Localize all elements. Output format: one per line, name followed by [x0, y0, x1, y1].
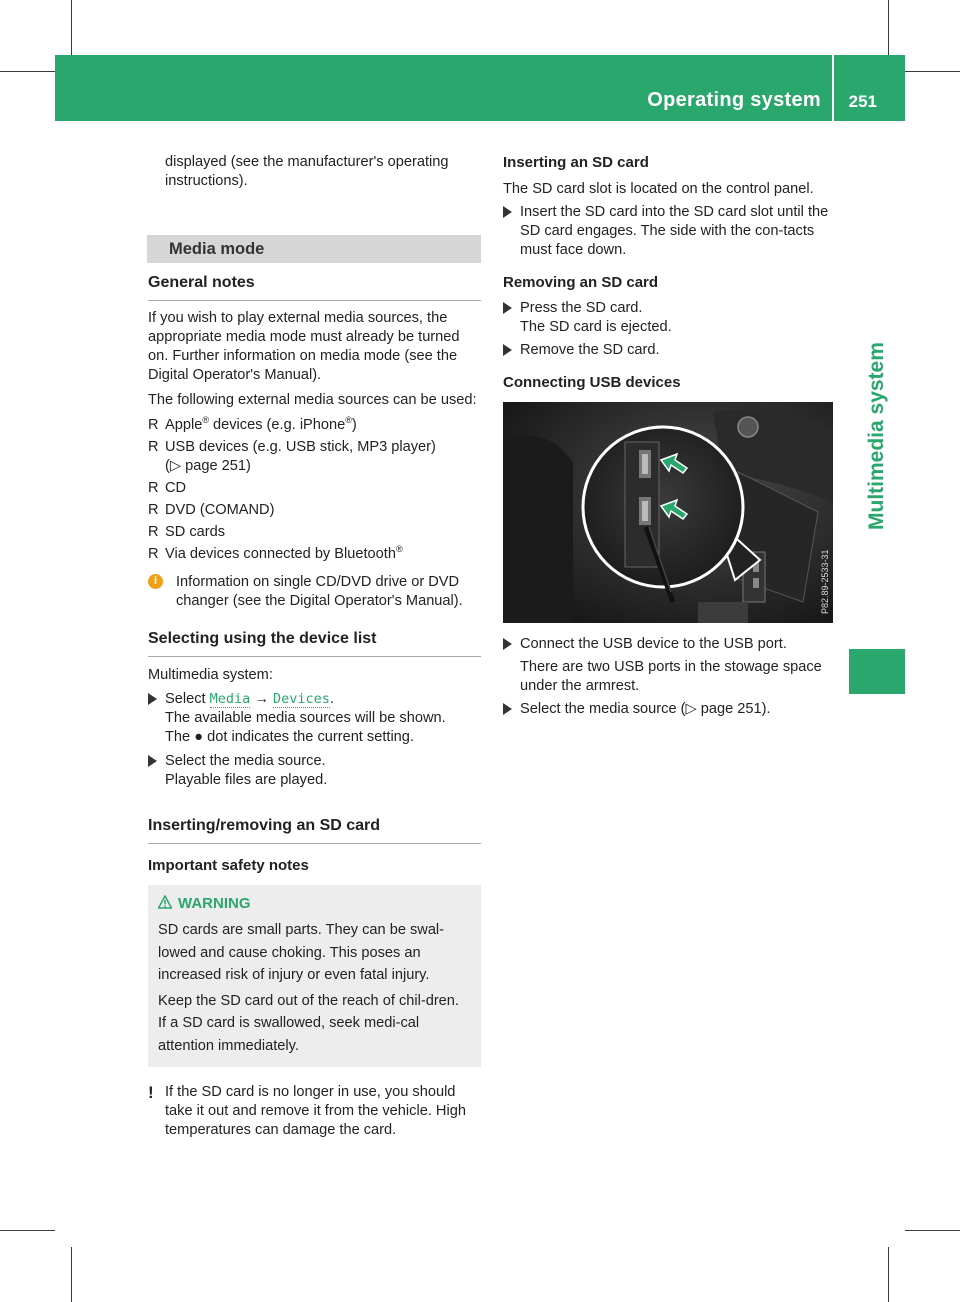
media-mode-heading: Media mode [147, 235, 481, 263]
page-header [55, 55, 905, 121]
list-item: R Via devices connected by Bluetooth® [148, 544, 403, 562]
bullet-marker: R [148, 524, 159, 540]
inserting-sd-heading: Inserting an SD card [503, 154, 649, 171]
general-notes-paragraph: If you wish to play external media sources, the appropriate media mode must already be turned on. Further information on media mode (see the Digital Operator's Manual). [148, 310, 460, 383]
step-arrow-icon [148, 693, 157, 705]
step-arrow-icon [148, 755, 157, 767]
list-item: R Apple® devices (e.g. iPhone®) [148, 415, 357, 433]
caution-note: ! If the SD card is no longer in use, you should take it out and remove it from the vehicle. High temperatures can damage the card. [148, 1083, 466, 1138]
bullet-marker: R [148, 480, 159, 496]
instruction-step [503, 700, 833, 719]
instruction-step: Insert the SD card into the SD card slot until the SD card engages. The side with the con-tacts must face down. [503, 203, 833, 260]
header-divider [832, 55, 834, 121]
safety-notes-heading: Important safety notes [148, 857, 309, 874]
photo-code: P82.89-2533-31 [820, 549, 830, 614]
inserting-sd-text: The SD card slot is located on the control panel. [503, 181, 814, 197]
instruction-step: Remove the SD card. [503, 341, 833, 360]
sd-card-heading: Inserting/removing an SD card [148, 817, 381, 834]
removing-sd-heading: Removing an SD card [503, 274, 659, 291]
dot-icon: ● [194, 729, 204, 745]
bullet-marker: R [148, 417, 159, 433]
list-item: R SD cards [148, 524, 226, 540]
info-note: i Information on single CD/DVD drive or DVD changer (see the Digital Operator's Manual). [148, 573, 481, 611]
warning-text-2: Keep the SD card out of the reach of chil-dren. If a SD card is swallowed, seek medi-cal attention immediately. [158, 992, 459, 1054]
device-list-heading: Selecting using the device list [148, 630, 377, 647]
usb-heading: Connecting USB devices [503, 374, 681, 391]
list-item: R USB devices (e.g. USB stick, MP3 player) (▷ page 251) [148, 438, 481, 476]
left-column [148, 153, 481, 1140]
list-item: R CD [148, 480, 187, 496]
step-arrow-icon [503, 206, 512, 218]
instruction-step: Connect the USB device to the USB port. There are two USB ports in the stowage space under the armrest. [503, 635, 833, 696]
step-arrow-icon [503, 703, 512, 715]
warning-text: SD cards are small parts. They can be swal-lowed and cause choking. This poses an increased risk of injury or even fatal injury. [158, 922, 445, 983]
step-arrow-icon [503, 302, 512, 314]
warning-triangle-icon [158, 895, 172, 909]
warning-box [148, 885, 481, 1067]
menu-item-media[interactable]: Media [209, 691, 251, 707]
side-tab-marker [849, 649, 905, 694]
bullet-marker: R [148, 502, 159, 518]
info-icon: i [148, 574, 163, 589]
bullet-marker: R [148, 546, 159, 562]
right-column [503, 153, 833, 719]
step-arrow-icon [503, 344, 512, 356]
page-reference[interactable]: Select the media source (▷ page 251). [520, 701, 771, 717]
multimedia-system-label: Multimedia system: [148, 667, 273, 683]
intro-text: displayed (see the manufacturer's operating instructions). [165, 154, 449, 189]
list-item: R DVD (COMAND) [148, 502, 275, 518]
usb-port-photo [503, 402, 833, 623]
instruction-step: Press the SD card. The SD card is ejected. [503, 299, 833, 337]
general-notes-heading: General notes [148, 274, 255, 291]
section-title: Operating system [647, 89, 821, 111]
warning-title: WARNING [158, 894, 469, 913]
bullet-marker: R [148, 439, 159, 455]
instruction-step: Select the media source. Playable files are played. [148, 752, 481, 790]
exclamation-icon: ! [148, 1083, 154, 1102]
instruction-step: Select Media → Devices. The available media sources will be shown. The ● dot indicates the current setting. [148, 690, 481, 747]
page-number: 251 [848, 92, 877, 111]
general-notes-paragraph-2: The following external media sources can be used: [148, 392, 477, 408]
side-tab-label: Multimedia system [865, 342, 888, 530]
page-reference[interactable]: (▷ page 251) [165, 458, 251, 474]
menu-item-devices[interactable]: Devices [272, 691, 330, 707]
step-arrow-icon [503, 638, 512, 650]
